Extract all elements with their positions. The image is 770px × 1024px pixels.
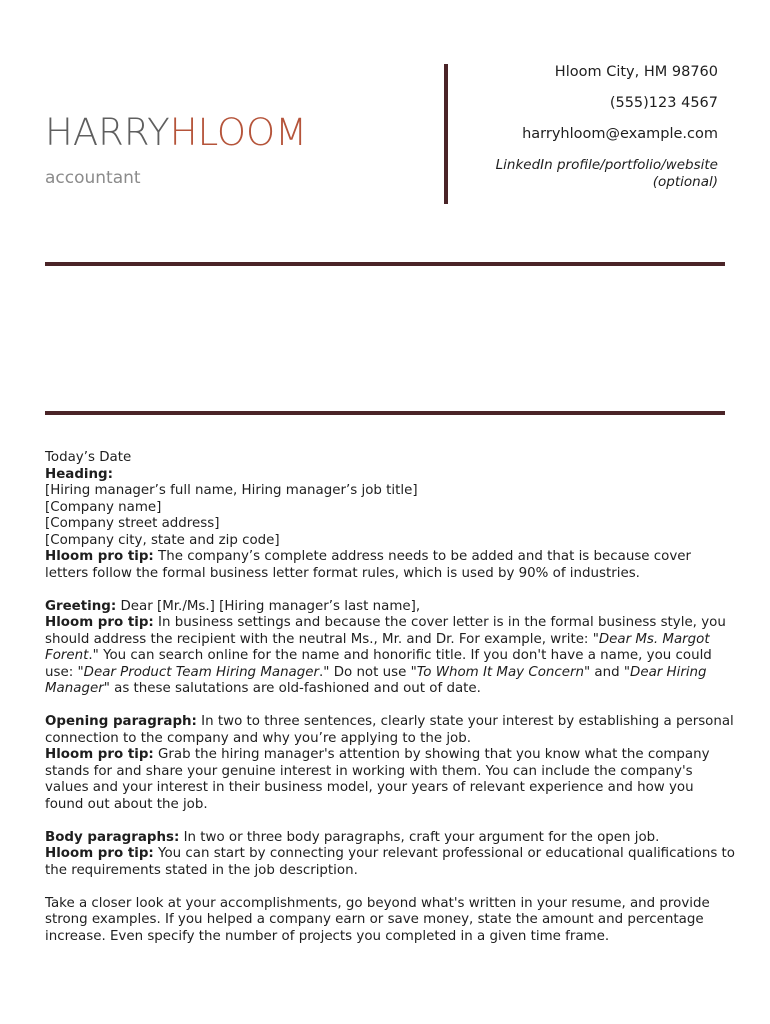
contact-city: Hloom City, HM 98760 — [554, 64, 718, 80]
greeting-text: Dear [Mr./Ms.] [Hiring manager’s last name], — [116, 598, 421, 614]
body-text: In two or three body paragraphs, craft your argument for the open job. — [179, 829, 660, 845]
top-divider — [45, 262, 725, 266]
greeting-tip-i1: Dear Ms. Margot Forent — [45, 631, 710, 663]
greeting-tip-i3: To Whom It May Concern — [416, 664, 584, 680]
greeting-tip-i2: Dear Product Team Hiring Manager — [83, 664, 320, 680]
contact-email[interactable]: harryhloom@example.com — [522, 126, 718, 142]
job-role: accountant — [45, 168, 141, 188]
opening-tip — [45, 747, 735, 813]
closing-paragraph: Take a closer look at your accomplishments, go beyond what's written in your resume, and provide strong examples. If you helped a company earn or save money, state the amount and percentage increase. Even specify the number of projects you completed in a given time frame. — [45, 895, 710, 944]
heading-label-text: Heading: — [45, 466, 113, 482]
tip-label: Hloom pro tip: — [45, 615, 154, 630]
contact-linkedin[interactable] — [458, 157, 718, 191]
linkedin-line-1: LinkedIn profile/portfolio/website — [495, 157, 718, 173]
tip-label: Hloom pro tip: — [45, 747, 154, 762]
linkedin-line-2: (optional) — [652, 174, 718, 190]
greeting-tip-c: ." Do not use " — [319, 664, 417, 680]
greeting-tip-e: " as these salutations are old-fashioned and out of date. — [103, 681, 481, 696]
greeting — [45, 599, 735, 616]
body-paragraphs — [45, 830, 735, 847]
greeting-tip-a: In business settings and because the cover letter is in the formal business style, you should address the recipient with the neutral Ms., Mr. and Dr. For example, write: " — [45, 615, 726, 647]
bottom-divider — [45, 411, 725, 415]
opening-tip-text: Grab the hiring manager's attention by showing that you know what the company stands for and share your genuine interest in working with them. You can include the company's values and your interest in their business model, your years of relevant experience and how you found out about the job. — [45, 747, 710, 812]
heading-label — [45, 467, 735, 484]
heading-tip-text: The company’s complete address needs to be added and that is because cover letters follow the formal business letter format rules, which is used by 90% of industries. — [45, 549, 692, 581]
heading-line-1: [Hiring manager’s full name, Hiring manager’s job title] — [45, 483, 418, 498]
applicant-name — [45, 112, 307, 154]
greeting-tip-b: ." You can search online for the name and honorific title. If you don't have a name, you could use: " — [45, 648, 712, 680]
greeting-tip — [45, 615, 735, 698]
greeting-tip-d: " and " — [583, 664, 631, 680]
opening-label: Opening paragraph: — [45, 714, 197, 729]
heading-line-3: [Company street address] — [45, 516, 220, 531]
greeting-label: Greeting: — [45, 598, 117, 614]
tip-label: Hloom pro tip: — [45, 846, 154, 861]
greeting-tip-i4: Dear Hiring Manager — [45, 664, 707, 696]
opening-text: In two to three sentences, clearly state your interest by establishing a personal connection to the company and why you’re applying to the job. — [45, 714, 734, 746]
contact-phone: (555)123 4567 — [609, 95, 718, 111]
tip-label: Hloom pro tip: — [45, 549, 154, 564]
last-name: HLOOM — [169, 111, 308, 154]
first-name: HARRY — [45, 111, 170, 154]
letter-date: Today’s Date — [45, 450, 132, 465]
body-label: Body paragraphs: — [45, 829, 180, 845]
heading-line-4: [Company city, state and zip code] — [45, 532, 280, 548]
opening-paragraph — [45, 714, 735, 747]
heading-line-2: [Company name] — [45, 499, 162, 515]
body-tip-text: You can start by connecting your relevant professional or educational qualifications to the requirements stated in the job description. — [45, 846, 735, 878]
letter-body — [45, 450, 735, 945]
vertical-divider — [444, 64, 448, 204]
heading-tip — [45, 549, 735, 582]
body-tip — [45, 846, 735, 879]
